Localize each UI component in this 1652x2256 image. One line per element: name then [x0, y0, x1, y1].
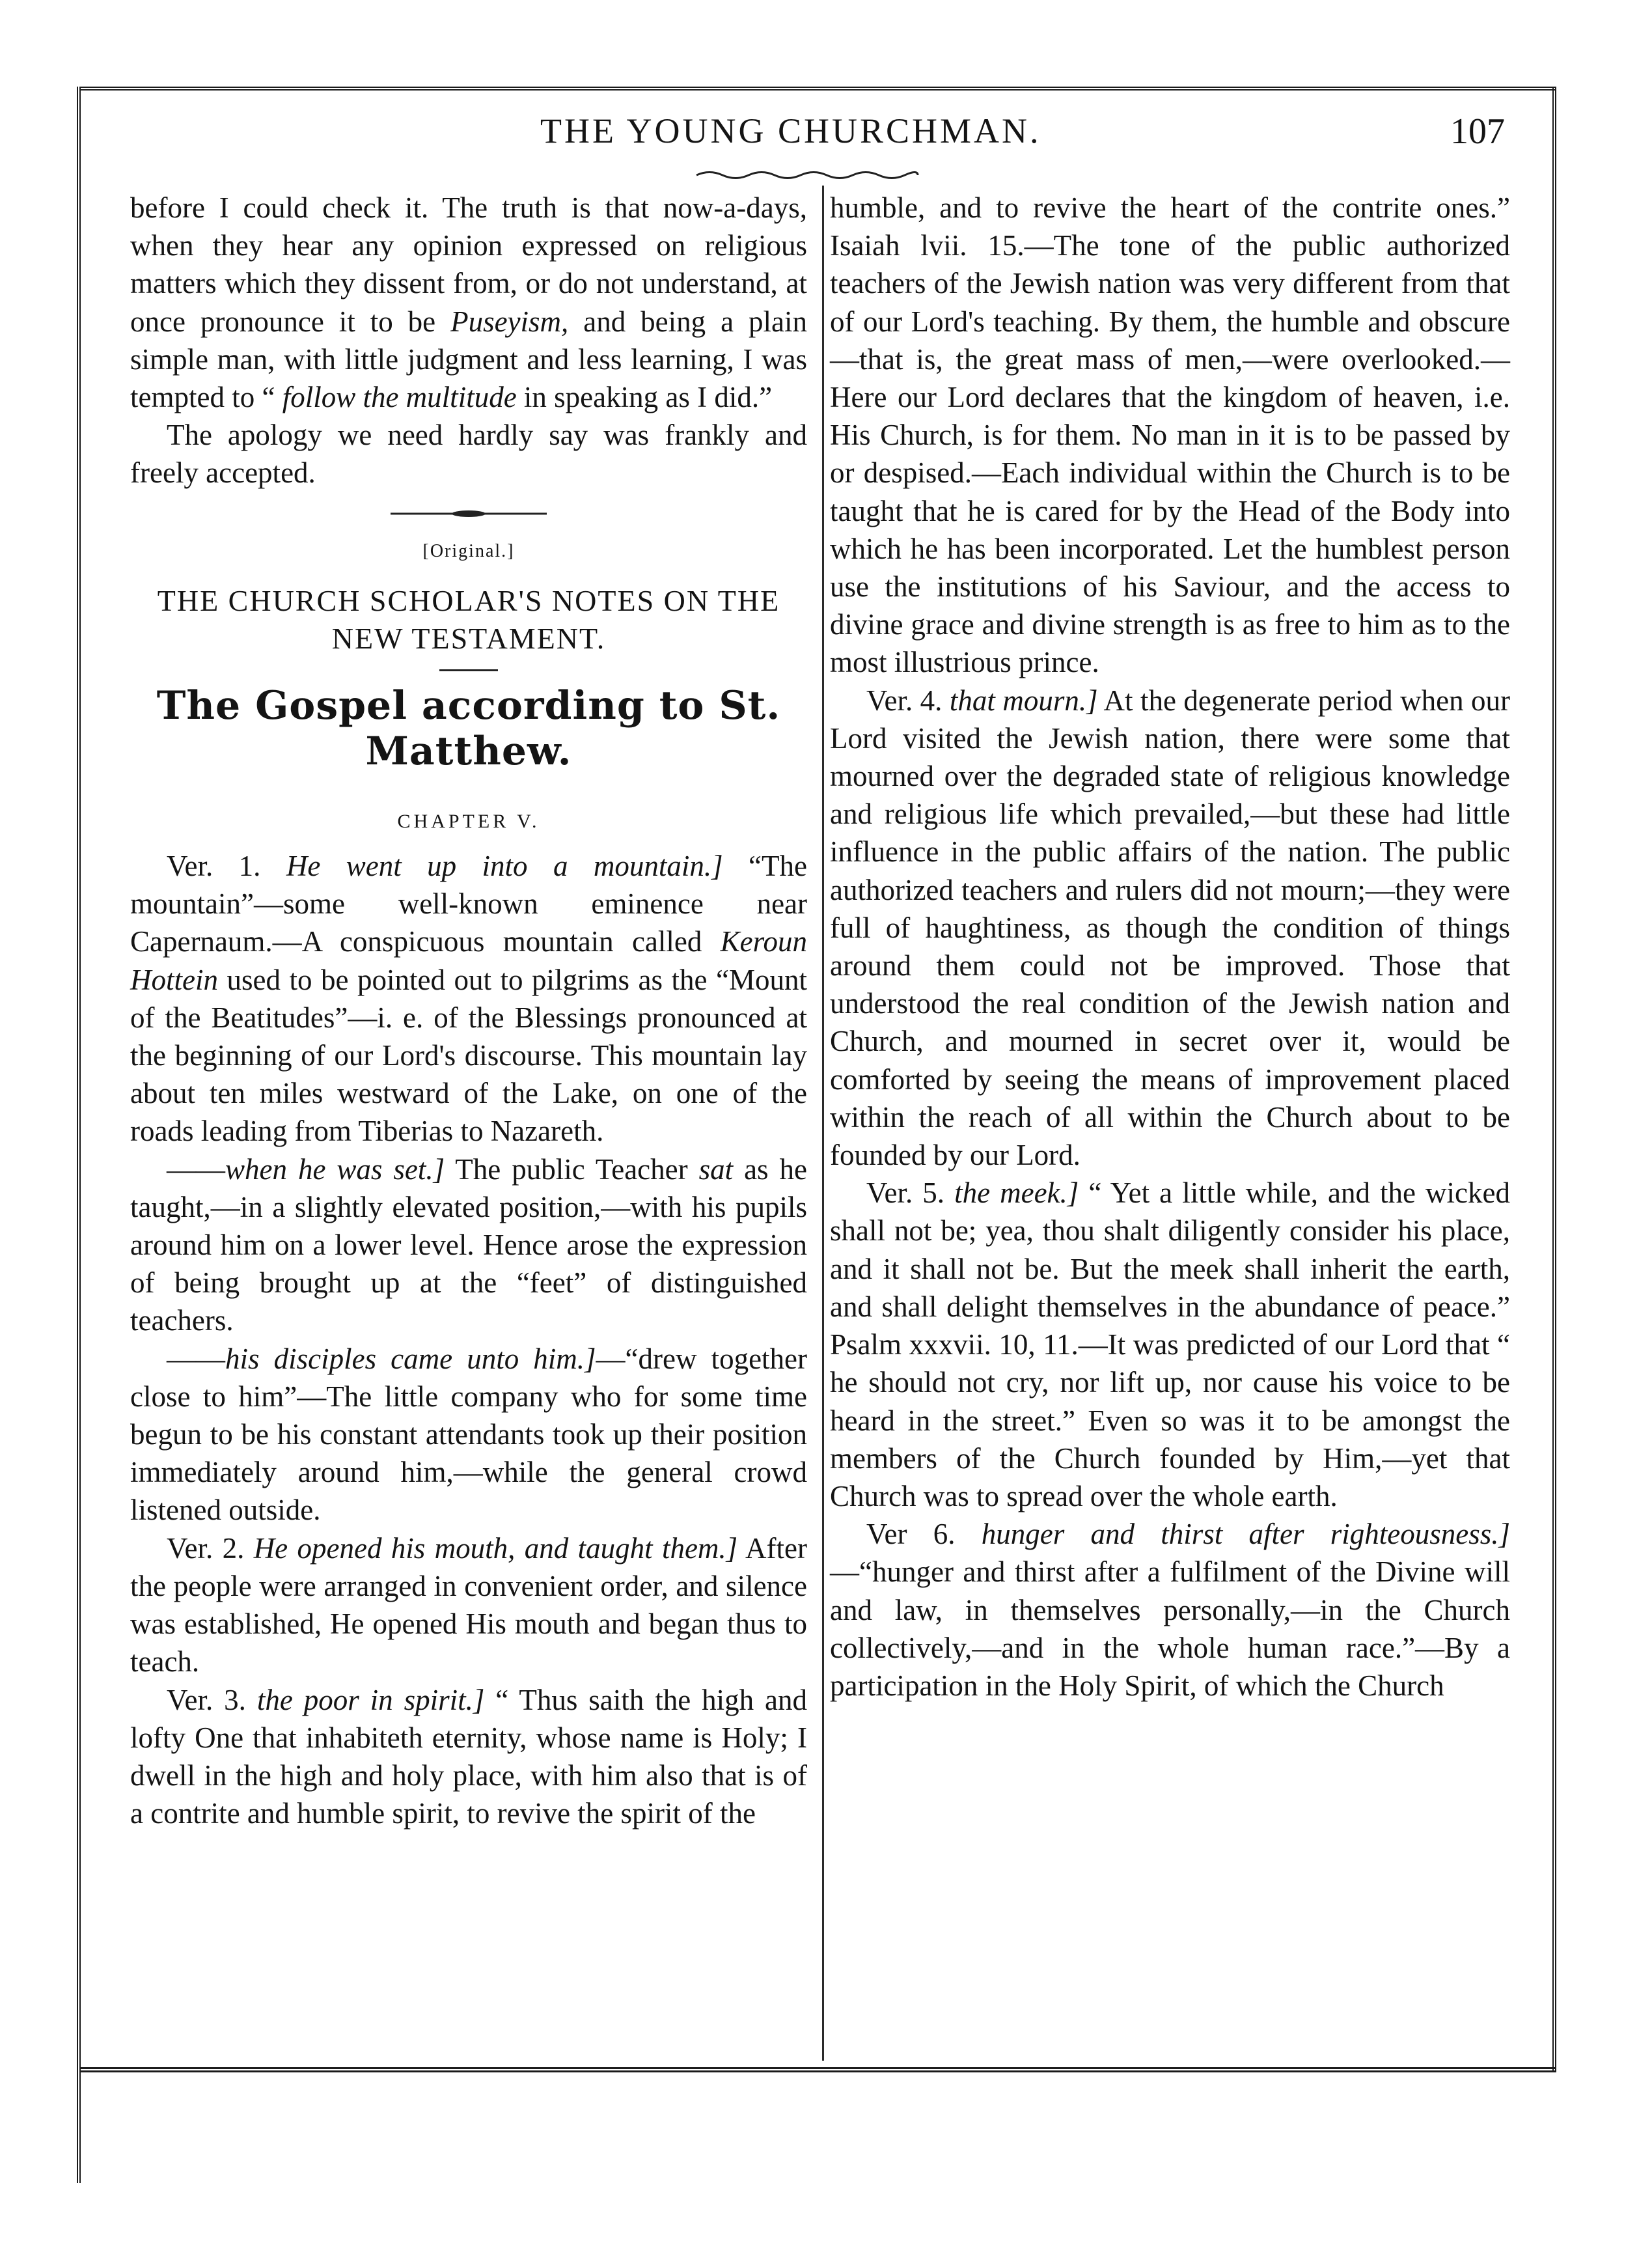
- gospel-title: The Gospel according to St. Matthew.: [156, 682, 781, 774]
- left-rule: [77, 87, 81, 2183]
- short-rule: [439, 669, 498, 671]
- paragraph: humble, and to revive the heart of the contrite ones.” Isaiah lvii. 15.—The tone of the public authorized teachers of the Jewish nation was very different from that of our Lord's teaching. By them, the humble and obscure—that is, the great mass of men,—were overlooked.—Here our Lord declares that the kingdom of heaven, i.e. His Church, is for them. No man in it is to be passed by or despised.—Each individual within the Church is to be taught that he is cared for by the Head of the Body into which he has been incorporated. Let the humblest person use the institutions of his Saviour, and the access to divine grace and divine strength is as free to him as to the most illustrious prince.: [830, 191, 1510, 679]
- verse-note-3: Ver. 3. the poor in spirit.] “ Thus saith the high and lofty One that inhabiteth eternity, whose name is Holy; I dwell in the high and holy place, with him also that is of a contrite and humble spirit, to revive the spirit of the: [130, 1683, 807, 1830]
- verse-note-6: Ver 6. hunger and thirst after righteousness.]—“hunger and thirst after a fulfilment of the Divine will and law, in themselves personally,—in the Church collectively,—and in the whole human race.”—By a participation in the Holy Spirit, of which the Church: [830, 1518, 1510, 1702]
- verse-note-1-sat: ——when he was set.] The public Teacher sat as he taught,—in a slightly elevated position,—with his pupils around him on a lower level. Hence arose the expression of being brought up at the “feet” of distinguished teachers.: [130, 1152, 807, 1337]
- original-label: [Original.]: [422, 540, 515, 561]
- paragraph: before I could check it. The truth is that now-a-days, when they hear any opinion expressed on religious matters which they dissent from, or do not understand, at once pronounce it to be Puseyism, and being a plain simple man, with little judgment and less learning, I was tempted to “ follow the multitude in speaking as I did.”: [130, 191, 807, 414]
- verse-note-1-disciples: ——his disciples came unto him.]—“drew together close to him”—The little company who for some time begun to be his constant attendants took up their position immediately around him,—while the general crowd listened outside.: [130, 1342, 807, 1527]
- paragraph: The apology we need hardly say was frankly and freely accepted.: [130, 419, 807, 490]
- bottom-rule: [79, 2067, 1556, 2072]
- section-ornament: [391, 509, 547, 518]
- article-title: THE CHURCH SCHOLAR'S NOTES ON THE NEW TESTAMENT.: [157, 583, 780, 655]
- top-rule: [79, 87, 1556, 91]
- chapter-heading: CHAPTER V.: [397, 810, 540, 832]
- page-number: 107: [1450, 111, 1505, 152]
- verse-note-4: Ver. 4. that mourn.] At the degenerate period when our Lord visited the Jewish nation, there were some that mourned over the degraded state of religious knowledge and religious life which prevailed,—but these had little influence in the public affairs of the nation. The public authorized teachers and rulers did not mourn;—they were full of haughtiness, as though the condition of things around them could not be improved. Those that understood the real condition of the Jewish nation and Church, and mourned in secret over it, would be comforted by seeing the means of improvement placed within the reach of all within the Church about to be founded by our Lord.: [830, 684, 1510, 1172]
- column-divider: [822, 186, 824, 2061]
- verse-note-1: Ver. 1. He went up into a mountain.] “The mountain”—some well-known eminence near Capernaum.—A conspicuous mountain called Keroun Hottein used to be pointed out to pilgrims as the “Mount of the Beatitudes”—i. e. of the Blessings pronounced at the beginning of our Lord's discourse. This mountain lay about ten miles westward of the Lake, on one of the roads leading from Tiberias to Nazareth.: [130, 850, 807, 1148]
- right-column: [830, 189, 1510, 1705]
- running-title: THE YOUNG CHURCHMAN.: [540, 111, 1041, 150]
- header-flourish: [683, 168, 931, 182]
- verse-note-2: Ver. 2. He opened his mouth, and taught them.] After the people were arranged in convenient order, and silence was established, He opened His mouth and began thus to teach.: [130, 1531, 807, 1678]
- verse-note-5: Ver. 5. the meek.] “ Yet a little while, and the wicked shall not be; yea, thou shalt diligently consider his place, and it shall not be. But the meek shall inherit the earth, and shall delight themselves in the abundance of peace.” Psalm xxxvii. 10, 11.—It was predicted of our Lord that “ he should not cry, nor lift up, nor cause his voice to be heard in the street.” Even so was it to be amongst the members of the Church founded by Him,—yet that Church was to spread over the whole earth.: [830, 1177, 1510, 1512]
- left-column: [130, 189, 807, 1832]
- right-rule: [1552, 87, 1556, 2072]
